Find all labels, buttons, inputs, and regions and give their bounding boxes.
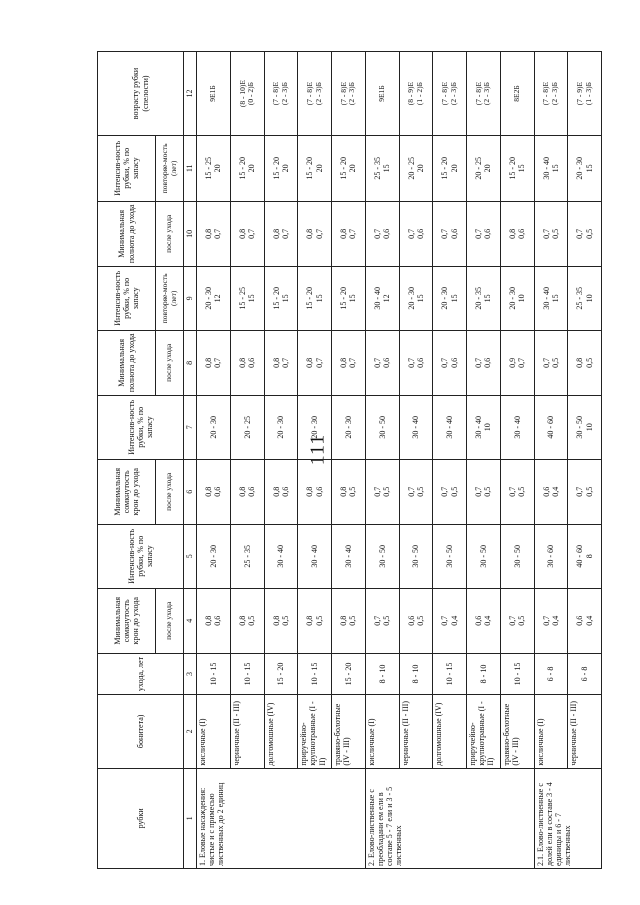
value-cell: (7 - 8)E (2 - 3)Б <box>467 52 501 136</box>
value-cell: 0,7 0,5 <box>568 201 602 267</box>
value-cell: 0,8 0,6 <box>230 459 264 525</box>
value-cell: 15 - 20 20 <box>264 136 298 202</box>
value-cell: 0,7 0,6 <box>433 201 467 267</box>
value-cell: 8E2Б <box>500 52 534 136</box>
value-cell: 0,6 0,4 <box>534 459 568 525</box>
value-cell: 0,8 0,7 <box>230 201 264 267</box>
value-cell: 30 - 60 <box>534 525 568 588</box>
header-age: ухода, лет <box>98 654 184 695</box>
value-cell: 40 - 60 8 <box>568 525 602 588</box>
value-cell: 0,8 0,7 <box>298 201 332 267</box>
forest-type-cell: приручейно-крупнотравные (I - II) <box>298 694 332 768</box>
value-cell: 30 - 50 <box>365 396 399 459</box>
value-cell: 0,7 0,6 <box>365 330 399 396</box>
value-cell: (8 - 10)E (0 - 2)Б <box>230 52 264 136</box>
value-cell: 20 - 30 <box>298 396 332 459</box>
forest-type-cell: долгомошные (IV) <box>264 694 298 768</box>
value-cell: 0,7 0,5 <box>568 459 602 525</box>
value-cell: 30 - 50 <box>399 525 433 588</box>
header-sub-after-care-4: после ухода <box>156 201 184 267</box>
value-cell: 30 - 40 12 <box>365 267 399 330</box>
age-cell: 8 - 10 <box>365 654 399 695</box>
page-number: 111 <box>306 433 329 466</box>
value-cell: 20 - 30 <box>197 525 231 588</box>
value-cell: 0,6 0,4 <box>467 588 501 654</box>
value-cell: 0,8 0,5 <box>298 588 332 654</box>
value-cell: 15 - 20 20 <box>298 136 332 202</box>
forest-type-cell: черничные (II - III) <box>568 694 602 768</box>
table-row <box>230 52 264 869</box>
value-cell: 9E1Б <box>365 52 399 136</box>
value-cell: 30 - 40 10 <box>467 396 501 459</box>
value-cell: 15 - 25 20 <box>197 136 231 202</box>
value-cell: 0,7 0,5 <box>365 459 399 525</box>
table-row <box>365 52 399 869</box>
value-cell: 20 - 30 <box>264 396 298 459</box>
value-cell: 0,7 0,5 <box>399 459 433 525</box>
value-cell: 0,7 0,4 <box>534 588 568 654</box>
table-row <box>433 52 467 869</box>
value-cell: 0,7 0,6 <box>467 330 501 396</box>
value-cell: 30 - 50 10 <box>568 396 602 459</box>
header-sub-repeat-2: повторяе-мость (лет) <box>156 136 184 202</box>
age-cell: 10 - 15 <box>197 654 231 695</box>
value-cell: 20 - 35 15 <box>467 267 501 330</box>
rotated-table-container <box>97 51 602 869</box>
row-group-label: 1. Еловые насаждения: чистые и с примесью лиственных до 2 единиц <box>197 768 366 868</box>
column-number: 7 <box>184 396 197 459</box>
age-cell: 10 - 15 <box>298 654 332 695</box>
value-cell: 20 - 30 <box>197 396 231 459</box>
forestry-table <box>97 51 602 869</box>
value-cell: 25 - 35 15 <box>365 136 399 202</box>
forest-type-cell: приручейно-крупнотравные (I - II) <box>467 694 501 768</box>
value-cell: 0,7 0,5 <box>500 588 534 654</box>
value-cell: 20 - 30 <box>332 396 366 459</box>
table-body <box>197 52 602 869</box>
value-cell: 0,8 0,7 <box>332 330 366 396</box>
value-cell: 0,8 0,6 <box>500 201 534 267</box>
value-cell: 30 - 50 <box>467 525 501 588</box>
age-cell: 10 - 15 <box>500 654 534 695</box>
value-cell: 25 - 35 <box>230 525 264 588</box>
table-row <box>534 52 568 869</box>
value-cell: 0,6 0,4 <box>568 588 602 654</box>
value-cell: 20 - 30 15 <box>399 267 433 330</box>
column-number: 5 <box>184 525 197 588</box>
header-intensity-3: Интенсив-ность рубки, % по запасу <box>98 267 156 330</box>
column-number: 4 <box>184 588 197 654</box>
value-cell: 25 - 35 10 <box>568 267 602 330</box>
value-cell: 15 - 20 15 <box>332 267 366 330</box>
header-intensity-1: Интенсив-ность рубки, % по запасу <box>98 525 184 588</box>
header-forest-type: бонитета) <box>98 694 184 768</box>
value-cell: 30 - 40 15 <box>534 267 568 330</box>
value-cell: 15 - 20 20 <box>230 136 264 202</box>
value-cell: 20 - 25 <box>230 396 264 459</box>
table-row <box>332 52 366 869</box>
value-cell: 0,7 0,6 <box>365 201 399 267</box>
value-cell: 30 - 50 <box>433 525 467 588</box>
value-cell: 0,8 0,7 <box>264 330 298 396</box>
value-cell: 15 - 20 15 <box>298 267 332 330</box>
value-cell: 0,8 0,7 <box>332 201 366 267</box>
table-row <box>568 52 602 869</box>
forest-type-cell: черничные (II - III) <box>399 694 433 768</box>
forest-type-cell: травяно-болотные (IV - III) <box>332 694 366 768</box>
value-cell: 0,7 0,5 <box>534 330 568 396</box>
column-number: 6 <box>184 459 197 525</box>
value-cell: 15 - 20 15 <box>500 136 534 202</box>
value-cell: 0,7 0,5 <box>467 459 501 525</box>
value-cell: 15 - 20 20 <box>433 136 467 202</box>
header-min-crown-density-1: Минимальная сомкнутость крон до ухода <box>98 588 156 654</box>
value-cell: 40 - 60 <box>534 396 568 459</box>
value-cell: 0,8 0,7 <box>298 330 332 396</box>
header-cutting-type: рубки <box>98 768 184 868</box>
table-row <box>500 52 534 869</box>
forest-type-cell: кисличные (I) <box>365 694 399 768</box>
age-cell: 6 - 8 <box>534 654 568 695</box>
forest-type-cell: травяно-болотные (IV - III) <box>500 694 534 768</box>
column-number: 2 <box>184 694 197 768</box>
value-cell: 15 - 20 15 <box>264 267 298 330</box>
table-row <box>264 52 298 869</box>
value-cell: 30 - 50 <box>365 525 399 588</box>
value-cell: 0,8 0,7 <box>197 201 231 267</box>
age-cell: 6 - 8 <box>568 654 602 695</box>
header-min-stocking-1: Минимальная полнота до ухода <box>98 330 156 396</box>
age-cell: 10 - 15 <box>230 654 264 695</box>
column-number: 1 <box>184 768 197 868</box>
header-min-crown-density-2: Минимальная сомкнутость крон до ухода <box>98 459 156 525</box>
value-cell: 0,8 0,6 <box>264 459 298 525</box>
value-cell: 0,7 0,6 <box>467 201 501 267</box>
value-cell: 30 - 50 <box>500 525 534 588</box>
column-number: 11 <box>184 136 197 202</box>
value-cell: 15 - 25 15 <box>230 267 264 330</box>
value-cell: 0,7 0,5 <box>534 201 568 267</box>
value-cell: 0,7 0,6 <box>433 330 467 396</box>
value-cell: 30 - 40 <box>264 525 298 588</box>
value-cell: 30 - 40 15 <box>534 136 568 202</box>
table-row <box>467 52 501 869</box>
header-intensity-4: Интенсив-ность рубки, % по запасу <box>98 136 156 202</box>
age-cell: 8 - 10 <box>399 654 433 695</box>
column-number: 3 <box>184 654 197 695</box>
value-cell: 0,7 0,6 <box>399 330 433 396</box>
row-group-label: 2. Елово-лиственные с преобладани ем ели в составе 5 - 7 ели и 3 - 5 лиственных <box>365 768 534 868</box>
value-cell: (7 - 8)E (2 - 3)Б <box>264 52 298 136</box>
value-cell: 0,7 0,5 <box>433 459 467 525</box>
value-cell: 0,8 0,5 <box>568 330 602 396</box>
value-cell: 0,8 0,5 <box>332 588 366 654</box>
value-cell: 9E1Б <box>197 52 231 136</box>
header-sub-repeat-1: повторяе-мость (лет) <box>156 267 184 330</box>
value-cell: (8 - 9)E (1 - 2)Б <box>399 52 433 136</box>
column-number: 10 <box>184 201 197 267</box>
forest-type-cell: долгомошные (IV) <box>433 694 467 768</box>
value-cell: 0,8 0,6 <box>298 459 332 525</box>
value-cell: 15 - 20 20 <box>332 136 366 202</box>
value-cell: 30 - 40 <box>332 525 366 588</box>
value-cell: 0,7 0,5 <box>500 459 534 525</box>
value-cell: 0,8 0,7 <box>264 201 298 267</box>
value-cell: 20 - 30 15 <box>568 136 602 202</box>
value-cell: (7 - 8)E (2 - 3)Б <box>433 52 467 136</box>
forest-type-cell: черничные (II - III) <box>230 694 264 768</box>
value-cell: 0,8 0,7 <box>197 330 231 396</box>
header-intensity-2: Интенсив-ность рубки, % по запасу <box>98 396 184 459</box>
header-sub-after-care-2: после ухода <box>156 459 184 525</box>
forest-type-cell: кисличные (I) <box>534 694 568 768</box>
age-cell: 15 - 20 <box>264 654 298 695</box>
age-cell: 8 - 10 <box>467 654 501 695</box>
column-number: 12 <box>184 52 197 136</box>
value-cell: 30 - 40 <box>433 396 467 459</box>
header-sub-after-care-1: после ухода <box>156 588 184 654</box>
value-cell: 30 - 40 <box>500 396 534 459</box>
value-cell: 20 - 30 15 <box>433 267 467 330</box>
value-cell: (7 - 8)E (2 - 3)Б <box>534 52 568 136</box>
value-cell: 0,8 0,6 <box>230 330 264 396</box>
value-cell: 0,8 0,5 <box>230 588 264 654</box>
value-cell: 0,7 0,4 <box>433 588 467 654</box>
value-cell: 20 - 25 20 <box>399 136 433 202</box>
value-cell: 20 - 30 10 <box>500 267 534 330</box>
age-cell: 10 - 15 <box>433 654 467 695</box>
value-cell: (7 - 9)E (1 - 3)Б <box>568 52 602 136</box>
value-cell: 0,8 0,5 <box>264 588 298 654</box>
value-cell: 0,7 0,6 <box>399 201 433 267</box>
value-cell: 0,8 0,5 <box>332 459 366 525</box>
value-cell: 30 - 40 <box>298 525 332 588</box>
value-cell: 30 - 40 <box>399 396 433 459</box>
value-cell: 0,8 0,6 <box>197 459 231 525</box>
value-cell: (7 - 8)E (2 - 3)Б <box>332 52 366 136</box>
table-row <box>399 52 433 869</box>
value-cell: 0,9 0,7 <box>500 330 534 396</box>
value-cell: 20 - 25 20 <box>467 136 501 202</box>
header-sub-after-care-3: после ухода <box>156 330 184 396</box>
row-group-label: 2.1. Елово-лиственные с долей ели в составе 3 - 4 единицы и 6 - 7 лиственных <box>534 768 602 868</box>
header-cutting-age: возрасту рубки (спелости) <box>98 52 184 136</box>
table-row <box>197 52 231 869</box>
value-cell: 0,7 0,5 <box>365 588 399 654</box>
value-cell: 20 - 30 12 <box>197 267 231 330</box>
column-number: 9 <box>184 267 197 330</box>
forest-type-cell: кисличные (I) <box>197 694 231 768</box>
value-cell: 0,6 0,5 <box>399 588 433 654</box>
age-cell: 15 - 20 <box>332 654 366 695</box>
value-cell: 0,8 0,6 <box>197 588 231 654</box>
table-row <box>298 52 332 869</box>
column-number: 8 <box>184 330 197 396</box>
value-cell: (7 - 8)E (2 - 3)Б <box>298 52 332 136</box>
header-min-stocking-2: Минимальная полнота до ухода <box>98 201 156 267</box>
